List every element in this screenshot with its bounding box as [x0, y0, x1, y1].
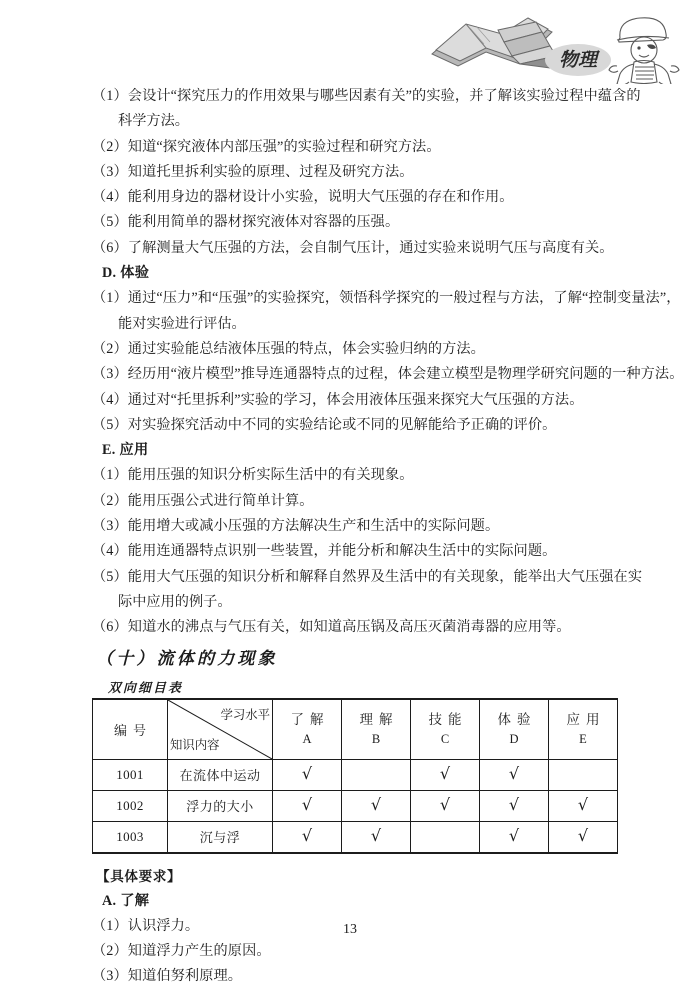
row-topic: 在流体中运动 — [168, 759, 273, 790]
list-item — [92, 615, 612, 640]
check-icon: √ — [301, 764, 313, 784]
item-number: （3） — [92, 968, 128, 985]
list-item — [92, 939, 612, 964]
item-number: （6） — [92, 619, 128, 636]
check-icon: √ — [508, 764, 520, 784]
item-text: 能用压强公式进行简单计算。 — [127, 492, 314, 509]
list-item — [92, 539, 612, 564]
chapter-title: （十）流体的力现象 — [96, 648, 278, 669]
list-item — [92, 185, 612, 210]
item-text: 能利用简单的器材探究液体对容器的压强。 — [127, 214, 400, 231]
cell-mark-b — [342, 790, 411, 821]
list-item — [92, 160, 612, 185]
item-number: （6） — [92, 239, 128, 256]
item-text: 了解测量大气压强的方法，会自制气压计，通过实验来说明气压与高度有关。 — [127, 239, 614, 256]
table-row — [93, 821, 618, 853]
level-code: C — [440, 731, 450, 746]
item-number: （5） — [92, 416, 128, 433]
item-text: 能用压强的知识分析实际生活中的有关现象。 — [127, 467, 414, 484]
page-content — [92, 84, 684, 990]
item-number: （2） — [92, 943, 128, 960]
list-item — [92, 514, 612, 539]
knowledge-level-matrix-table — [92, 698, 618, 854]
level-code: A — [302, 731, 312, 746]
level-code: D — [509, 731, 519, 746]
item-text: 经历用“液片模型”推导连通器特点的过程，体会建立模型是物理学研究问题的一种方法。 — [127, 366, 684, 383]
item-number: （1） — [92, 290, 128, 307]
row-id: 1001 — [93, 759, 168, 790]
item-text: 通过对“托里拆利”实验的学习，体会用液体压强来探究大气压强的方法。 — [127, 391, 584, 408]
item-text: 能利用身边的器材设计小实验，说明大气压强的存在和作用。 — [127, 189, 514, 206]
item-number: （5） — [92, 214, 128, 231]
header-cell-level-a — [273, 699, 342, 760]
section-heading-application: E. 应用 — [102, 442, 149, 459]
item-text: 知道托里拆利实验的原理、过程及研究方法。 — [127, 163, 414, 180]
item-number: （3） — [92, 163, 128, 180]
item-number: （2） — [92, 340, 128, 357]
item-text: 知道伯努利原理。 — [127, 968, 243, 985]
check-icon: √ — [370, 795, 382, 815]
list-item — [92, 413, 612, 438]
level-name: 技能 — [428, 711, 468, 727]
item-number: （2） — [92, 138, 128, 155]
item-text: 认识浮力。 — [127, 917, 200, 934]
row-id: 1003 — [93, 821, 168, 853]
check-icon: √ — [301, 795, 313, 815]
item-text: 对实验探究活动中不同的实验结论或不同的见解能给予正确的评价。 — [127, 416, 557, 433]
list-item — [92, 565, 643, 590]
page-number: 13 — [343, 922, 357, 937]
level-code: B — [371, 731, 381, 746]
item-text: 会设计“探究压力的作用效果与哪些因素有关”的实验，并了解该实验过程中蕴含的 — [127, 88, 641, 104]
matrix-table-container — [92, 698, 610, 854]
section-heading-experience: D. 体验 — [102, 265, 150, 282]
cell-mark-e — [549, 790, 618, 821]
subject-badge — [545, 44, 611, 76]
level-name: 理解 — [359, 711, 399, 727]
item-number: （4） — [92, 391, 128, 408]
header-cell-diagonal — [168, 699, 273, 760]
check-icon: √ — [370, 826, 382, 846]
check-icon: √ — [577, 826, 589, 846]
item-number: （4） — [92, 543, 128, 560]
cell-mark-c — [411, 759, 480, 790]
table-row — [93, 790, 618, 821]
list-item — [92, 489, 612, 514]
item-number: （3） — [92, 366, 128, 383]
check-icon: √ — [439, 764, 451, 784]
check-icon: √ — [508, 795, 520, 815]
check-icon: √ — [577, 795, 589, 815]
list-item — [92, 236, 612, 261]
item-text: 能用连通器特点识别一些装置，并能分析和解决生活中的实际问题。 — [127, 543, 557, 560]
header-cell-level-d — [480, 699, 549, 760]
list-item — [92, 84, 641, 109]
section-application-items — [92, 463, 643, 640]
item-text: 能用增大或减小压强的方法解决生产和生活中的实际问题。 — [127, 518, 500, 535]
cell-mark-e — [549, 759, 618, 790]
item-number: （4） — [92, 189, 128, 206]
item-text: 通过“压力”和“压强”的实验探究，领悟科学探究的一般过程与方法，了解“控制变量法”， — [127, 290, 681, 307]
section-experience-items — [92, 286, 684, 438]
row-topic: 沉与浮 — [168, 821, 273, 853]
item-number: （1） — [92, 88, 128, 104]
list-item — [92, 135, 612, 160]
list-item — [92, 388, 612, 413]
item-number: （1） — [92, 917, 128, 934]
item-text: 通过实验能总结液体压强的特点，体会实验归纳的方法。 — [127, 340, 485, 357]
subject-badge-label: 物理 — [558, 49, 598, 71]
level-name: 应用 — [566, 711, 606, 727]
item-number: （5） — [92, 568, 128, 585]
check-icon: √ — [439, 795, 451, 815]
header-cell-id: 编号 — [93, 699, 168, 760]
header-cell-level-c — [411, 699, 480, 760]
item-text: 知道水的沸点与气压有关，如知道高压锅及高压灭菌消毒器的应用等。 — [127, 619, 571, 636]
header-label-level: 学习水平 — [220, 707, 270, 722]
section-skill-items — [92, 84, 641, 261]
level-code: E — [579, 731, 587, 746]
list-item — [92, 286, 681, 311]
requirements-subheading: A. 了解 — [102, 892, 150, 909]
cell-mark-a — [273, 759, 342, 790]
list-item — [92, 362, 684, 387]
cell-mark-d — [480, 790, 549, 821]
row-topic: 浮力的大小 — [168, 790, 273, 821]
cell-mark-a — [273, 821, 342, 853]
item-text: 能用大气压强的知识分析和解释自然界及生活中的有关现象，能举出大气压强在实 — [127, 568, 643, 585]
cell-mark-c — [411, 821, 480, 853]
list-item — [92, 463, 612, 488]
table-row — [93, 759, 618, 790]
list-item-continuation: 际中应用的例子。 — [118, 593, 232, 610]
level-name: 了解 — [290, 711, 330, 727]
item-number: （2） — [92, 492, 128, 509]
list-item — [92, 210, 612, 235]
level-name: 体验 — [497, 711, 537, 727]
cell-mark-d — [480, 759, 549, 790]
cell-mark-b — [342, 821, 411, 853]
cell-mark-e — [549, 821, 618, 853]
header-illustration — [424, 2, 694, 84]
table-header-row — [93, 699, 618, 760]
cell-mark-d — [480, 821, 549, 853]
row-id: 1002 — [93, 790, 168, 821]
cell-mark-c — [411, 790, 480, 821]
header-cell-level-e — [549, 699, 618, 760]
mascot-icon — [609, 18, 679, 84]
requirements-heading: 【具体要求】 — [96, 868, 182, 884]
item-text: 知道浮力产生的原因。 — [127, 943, 271, 960]
cell-mark-a — [273, 790, 342, 821]
check-icon: √ — [301, 826, 313, 846]
table-caption: 双向细目表 — [108, 680, 183, 696]
cell-mark-b — [342, 759, 411, 790]
list-item — [92, 337, 612, 362]
check-icon: √ — [508, 826, 520, 846]
item-text: 知道“探究液体内部压强”的实验过程和研究方法。 — [127, 138, 441, 155]
list-item-continuation: 科学方法。 — [118, 113, 189, 130]
item-number: （3） — [92, 518, 128, 535]
header-label-content: 知识内容 — [170, 737, 220, 752]
header-cell-level-b — [342, 699, 411, 760]
list-item-continuation: 能对实验进行评估。 — [118, 315, 246, 332]
item-number: （1） — [92, 467, 128, 484]
